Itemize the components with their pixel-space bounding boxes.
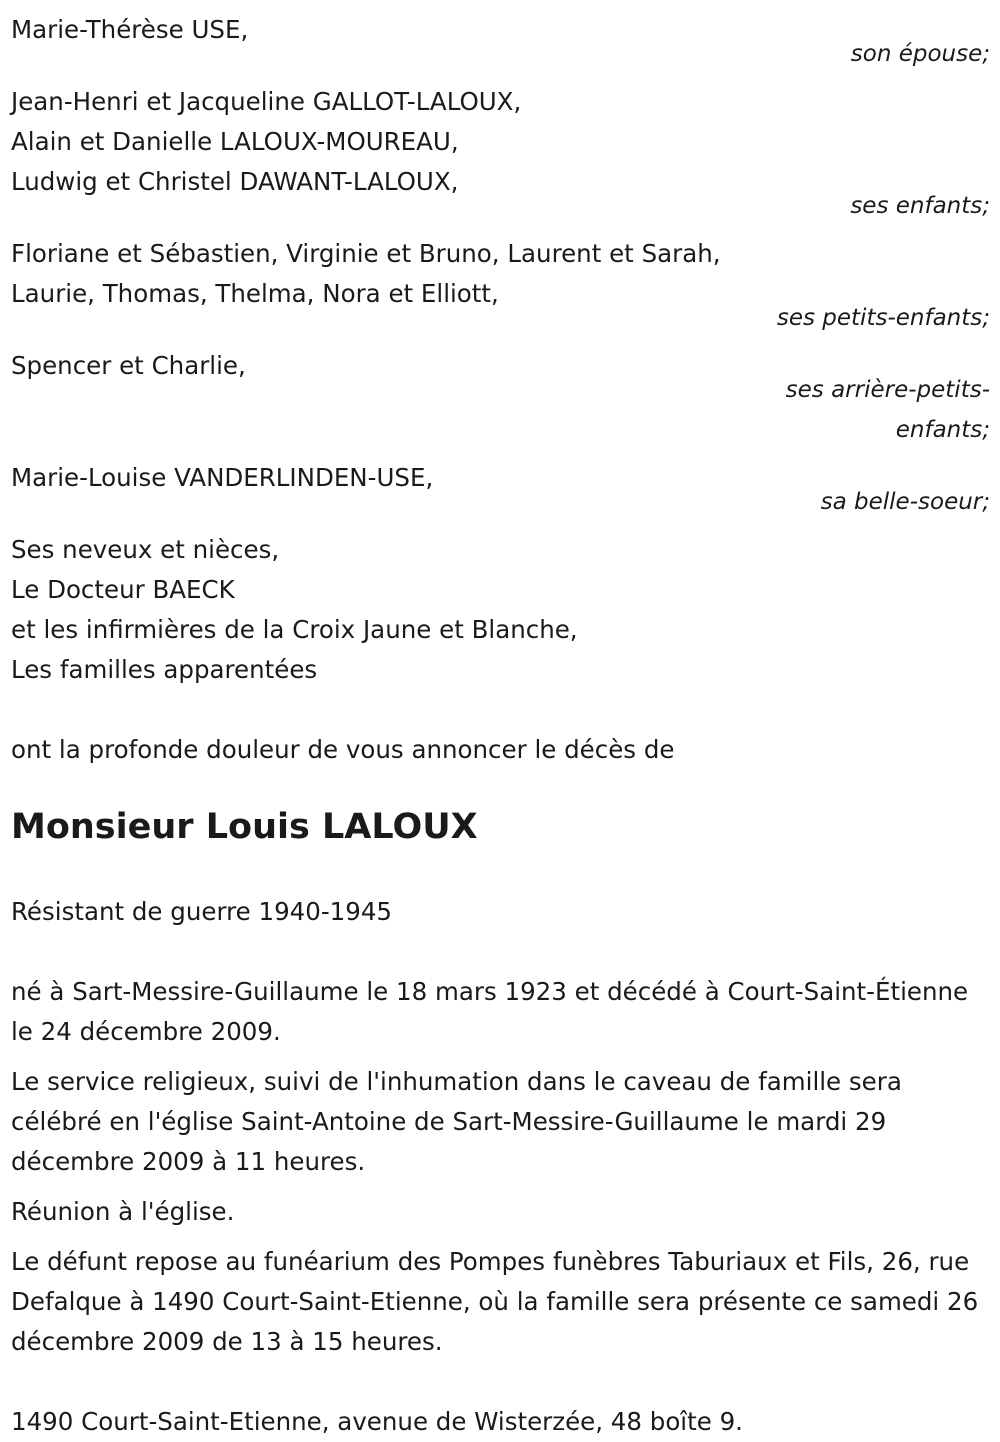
great-grandchildren-role-cont: enfants; bbox=[895, 417, 990, 443]
sister-in-law-name: Marie-Louise VANDERLINDEN-USE, bbox=[11, 463, 434, 492]
other-mourner: Le Docteur BAECK bbox=[11, 575, 235, 604]
child-name: Ludwig et Christel DAWANT-LALOUX, bbox=[11, 167, 459, 196]
grandchildren-group bbox=[11, 234, 990, 338]
spouse-name: Marie-Thérèse USE, bbox=[11, 15, 249, 44]
great-grandchildren-names: Spencer et Charlie, bbox=[11, 351, 246, 380]
reunion-info: Réunion à l'église. bbox=[11, 1197, 235, 1226]
other-mourner: Ses neveux et nièces, bbox=[11, 535, 280, 564]
address: 1490 Court-Saint-Etienne, avenue de Wisterzée, 48 boîte 9. bbox=[11, 1407, 743, 1436]
child-name: Jean-Henri et Jacqueline GALLOT-LALOUX, bbox=[11, 87, 522, 116]
grandchildren-names: Floriane et Sébastien, Virginie et Bruno, Laurent et Sarah, bbox=[11, 239, 721, 268]
title-line: Résistant de guerre 1940-1945 bbox=[11, 897, 393, 926]
great-grandchildren-group bbox=[11, 346, 990, 450]
sister-in-law-group bbox=[11, 458, 990, 522]
funerarium-info: Le défunt repose au funéarium des Pompes funèbres Taburiaux et Fils, 26, rue Defalque à 1490 Court-Saint-Etienne, où la famille sera présente ce samedi 26 décembre 2009 de 13 à 15 heures. bbox=[11, 1247, 979, 1356]
children-group bbox=[11, 82, 990, 226]
birth-death: né à Sart-Messire-Guillaume le 18 mars 1923 et décédé à Court-Saint-Étienne le 24 décembre 2009. bbox=[11, 977, 969, 1046]
spouse-role: son épouse; bbox=[850, 41, 990, 67]
grandchildren-role: ses petits-enfants; bbox=[776, 305, 990, 331]
other-mourner: Les familles apparentées bbox=[11, 655, 318, 684]
spouse-group bbox=[11, 10, 990, 74]
announcement: ont la profonde douleur de vous annoncer le décès de bbox=[11, 735, 675, 764]
others-group bbox=[11, 530, 990, 690]
children-role: ses enfants; bbox=[850, 193, 990, 219]
sister-in-law-role: sa belle-soeur; bbox=[820, 489, 990, 515]
child-name: Alain et Danielle LALOUX-MOUREAU, bbox=[11, 127, 459, 156]
deceased-name: Monsieur Louis LALOUX bbox=[11, 807, 478, 847]
great-grandchildren-role: ses arrière-petits- bbox=[785, 377, 990, 403]
grandchildren-names: Laurie, Thomas, Thelma, Nora et Elliott, bbox=[11, 279, 499, 308]
service-info: Le service religieux, suivi de l'inhumation dans le caveau de famille sera célébré en l'église Saint-Antoine de Sart-Messire-Guillaume le mardi 29 décembre 2009 à 11 heures. bbox=[11, 1067, 902, 1176]
other-mourner: et les infirmières de la Croix Jaune et Blanche, bbox=[11, 615, 578, 644]
